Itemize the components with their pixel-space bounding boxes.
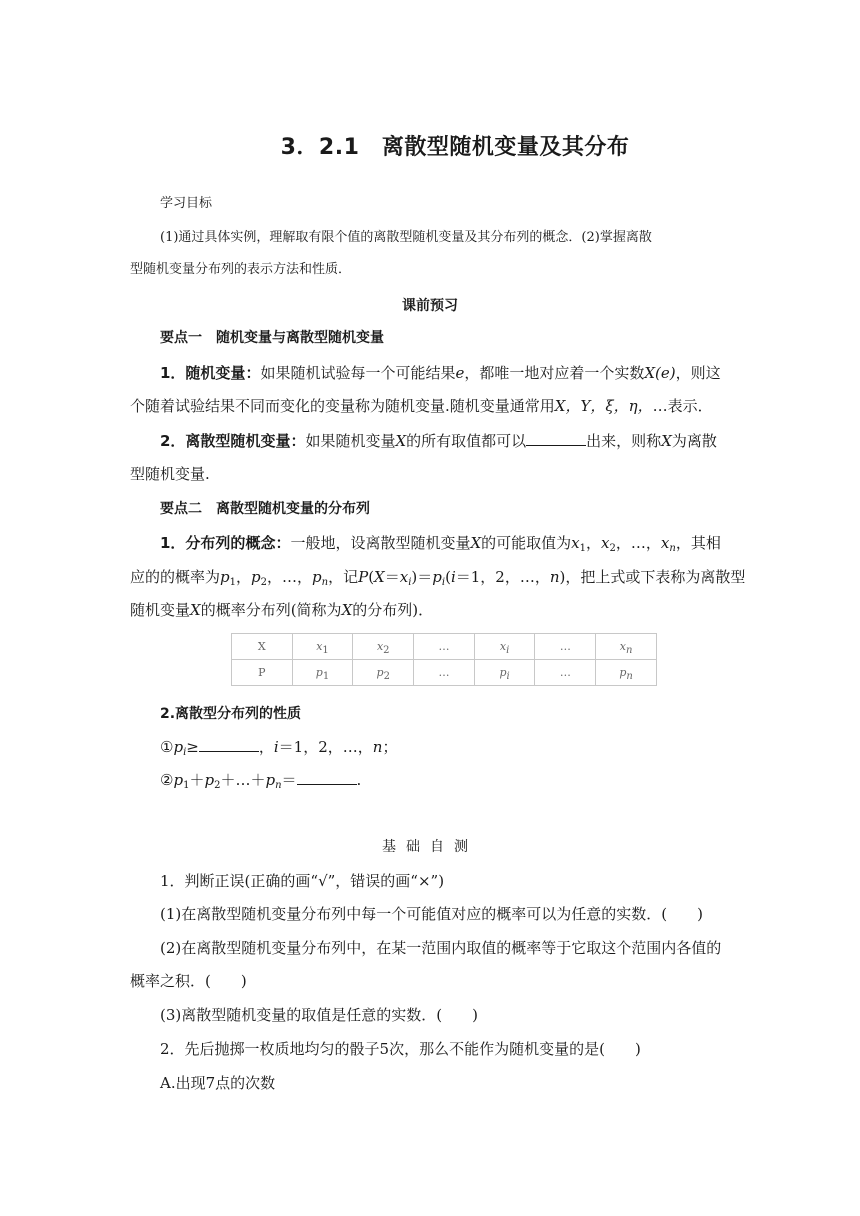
distribution-table	[231, 633, 657, 686]
properties-heading: 2.离散型分布列的性质	[160, 706, 302, 722]
table-cell: …	[535, 634, 596, 660]
objectives-line-2: 型随机变量分布列的表示方法和性质．	[130, 262, 352, 277]
table-cell: …	[414, 660, 475, 686]
table-cell: P	[232, 660, 293, 686]
question-1: 1．判断正误(正确的画“√”，错误的画“×”)	[160, 872, 445, 890]
table-cell: X	[232, 634, 293, 660]
table-cell: $p_n$	[596, 660, 657, 686]
table-row	[232, 660, 657, 686]
question-1-1: (1)在离散型随机变量分布列中每一个可能值对应的概率可以为任意的实数．( )	[160, 905, 703, 923]
question-2: 2．先后抛掷一枚质地均匀的骰子5次，那么不能作为随机变量的是( )	[160, 1040, 641, 1058]
table-cell: $p_i$	[474, 660, 535, 686]
point1-item2-line2: 型随机变量.	[130, 465, 210, 483]
property-2: $②p_1+p_2+\dots+p_n=$ .	[160, 771, 362, 791]
table-cell: $p_2$	[353, 660, 414, 686]
point2-item1-line2: 应的的概率为$p_1$，$p_2$，…，$p_n$，记$P(X=x_i)=p_i(i=1$，2，…，n)，把上式或下表称为离散型	[130, 568, 746, 588]
table-cell: …	[535, 660, 596, 686]
fill-blank[interactable]	[199, 737, 259, 752]
term-random-variable: 1．随机变量：	[160, 364, 261, 382]
term-discrete-random-variable: 2．离散型随机变量：	[160, 432, 306, 450]
point2-item1-line3: 随机变量X的概率分布列(简称为X的分布列)．	[130, 601, 434, 619]
question-1-3: (3)离散型随机变量的取值是任意的实数．( )	[160, 1006, 478, 1024]
table-row	[232, 634, 657, 660]
table-cell: $x_2$	[353, 634, 414, 660]
fill-blank[interactable]	[526, 431, 586, 446]
table-cell: $x_n$	[596, 634, 657, 660]
term-distribution: 1．分布列的概念：	[160, 534, 291, 552]
table-cell: $x_i$	[474, 634, 535, 660]
selftest-heading: 基础自测	[382, 839, 478, 855]
question-1-2: (2)在离散型随机变量分布列中，在某一范围内取值的概率等于它取这个范围内各值的	[160, 939, 722, 957]
point1-item2: 2．离散型随机变量：如果随机变量X的所有取值都可以 出来，则称X为离散	[160, 432, 717, 450]
point1-item1-line2: 个随着试验结果不同而变化的变量称为随机变量.随机变量通常用X，Y，ξ，η，…表示．	[130, 397, 713, 415]
page-title: 3．2.1 离散型随机变量及其分布	[280, 135, 630, 160]
point1-heading: 要点一 随机变量与离散型随机变量	[160, 330, 384, 346]
table-cell: $x_1$	[292, 634, 353, 660]
question-2-option-a: A.出现7点的次数	[160, 1074, 276, 1092]
table-cell: $p_1$	[292, 660, 353, 686]
point2-heading: 要点二 离散型随机变量的分布列	[160, 501, 370, 517]
objectives-line-1: (1)通过具体实例，理解取有限个值的离散型随机变量及其分布列的概念．(2)掌握离散	[160, 230, 652, 245]
table-cell: …	[414, 634, 475, 660]
property-1: $①p_i\ge$ ，i＝1，2，…，n；	[160, 738, 398, 758]
fill-blank[interactable]	[297, 770, 357, 785]
preview-heading: 课前预习	[402, 298, 458, 314]
point2-item1: 1．分布列的概念：一般地，设离散型随机变量X的可能取值为$x_1$，$x_2$，…，$x_n$，其相	[160, 534, 721, 554]
question-1-2-line2: 概率之积．( )	[130, 972, 247, 990]
point1-item1: 1．随机变量：如果随机试验每一个可能结果e，都唯一地对应着一个实数X(e)，则这	[160, 364, 721, 382]
objectives-heading: 学习目标	[160, 196, 213, 211]
